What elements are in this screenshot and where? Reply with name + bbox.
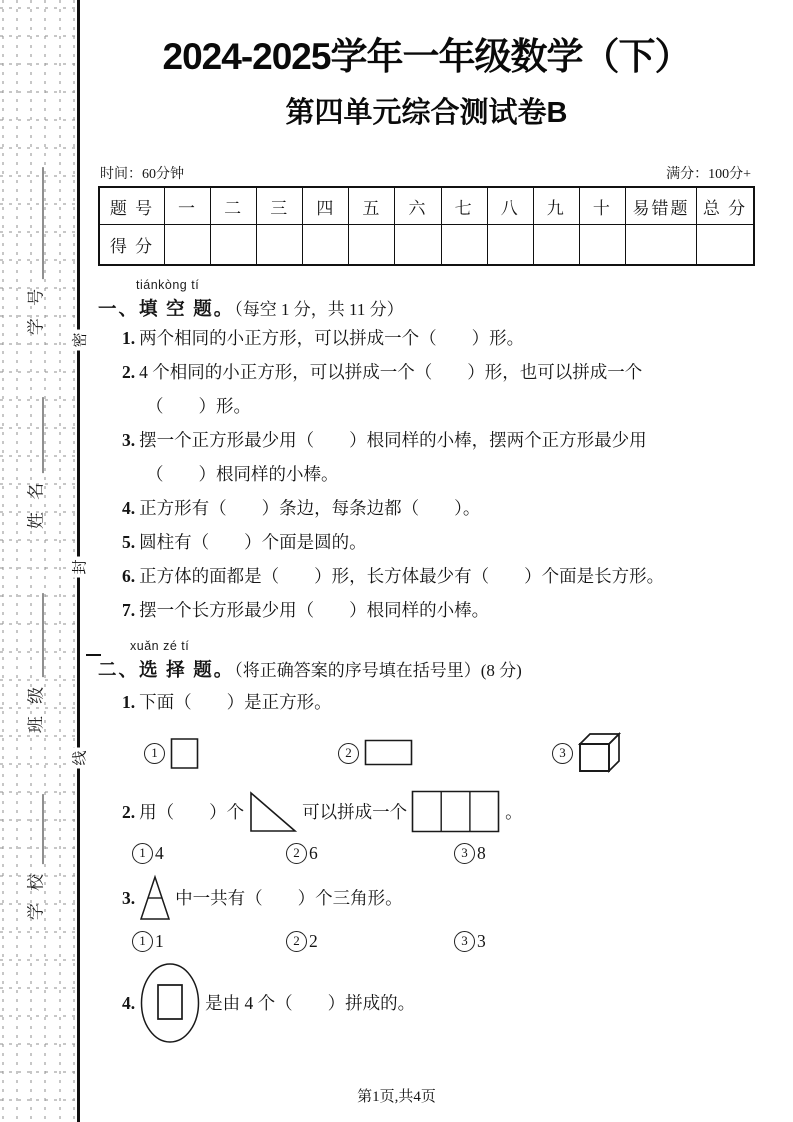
option-value: 2	[309, 930, 318, 951]
fill-blank-item-4	[98, 491, 755, 525]
score-table-score-row	[99, 225, 754, 266]
question-text: 摆一个正方形最少用（ ）根同样的小棒，摆两个正方形最少用	[139, 430, 647, 450]
circle-with-square-shape	[139, 962, 201, 1044]
choice-q1-option-2	[338, 739, 552, 767]
section-fill-blank-heading	[98, 278, 755, 321]
student-field-label: 学 号	[26, 284, 46, 336]
question-number: 2.	[122, 362, 136, 382]
question-line	[122, 355, 755, 389]
score-table-header-row	[99, 187, 754, 225]
question-text: （ ）根同样的小棒。	[146, 464, 339, 484]
question-number: 7.	[122, 600, 136, 620]
question-line	[122, 491, 755, 525]
question-text: 下面（ ）是正方形。	[139, 692, 332, 712]
score-table-col-9: 九	[533, 187, 579, 225]
pinyin-xuanzeti: xuǎn zé tí	[130, 639, 190, 653]
option-value: 8	[477, 842, 486, 863]
fill-blank-item-6	[98, 559, 755, 593]
question-line	[122, 593, 755, 627]
page-subtitle: 第四单元综合测试卷B	[285, 97, 568, 129]
question-number: 2.	[122, 802, 136, 822]
fill-blank-items	[98, 321, 755, 627]
score-table-col-5: 五	[349, 187, 395, 225]
score-table-score-label: 得 分	[99, 225, 165, 266]
question-number: 3.	[122, 430, 136, 450]
score-table-score-cell-4	[303, 225, 349, 266]
question-number: 5.	[122, 532, 136, 552]
circled-number-2: 2	[286, 931, 307, 952]
student-field-label: 班 级	[26, 682, 46, 734]
question-number: 6.	[122, 566, 136, 586]
score-table-score-cell-2	[211, 225, 257, 266]
fill-blank-item-5	[98, 525, 755, 559]
choice-q3-option-1	[132, 931, 286, 952]
question-text: 是由 4 个（ ）拼成的。	[205, 993, 416, 1013]
question-text: 正方形有（ ）条边，每条边都（ ）。	[139, 498, 481, 518]
score-table-score-cell-3	[257, 225, 303, 266]
score-table-col-8: 八	[487, 187, 533, 225]
student-field-blank-line	[43, 794, 44, 864]
option-value: 1	[155, 930, 164, 951]
student-field-3	[22, 593, 47, 733]
score-table-col-6: 六	[395, 187, 441, 225]
student-field-1	[22, 167, 47, 335]
score-table-col-10: 十	[579, 187, 625, 225]
choice-q3-option-3	[454, 931, 486, 952]
choice-q2-option-3	[454, 843, 486, 864]
circled-number-1: 1	[132, 843, 153, 864]
fill-blank-item-1	[98, 321, 755, 355]
seal-char-3: 线	[69, 747, 90, 768]
section-1-note: （每空 1 分，共 11 分）	[234, 300, 404, 319]
score-table-col-11: 易错题	[626, 187, 697, 225]
circled-number-1: 1	[144, 743, 165, 764]
right-triangle-shape	[248, 790, 298, 834]
question-text-end: 。	[505, 802, 523, 822]
exam-meta	[98, 163, 755, 186]
fill-blank-item-2	[98, 355, 755, 423]
section-1-title: 一、填 空 题。	[98, 300, 235, 320]
choice-q3-options	[98, 928, 755, 954]
choice-q2-option-1	[132, 843, 286, 864]
question-line	[122, 321, 755, 355]
score-table-col-3: 三	[257, 187, 303, 225]
student-field-blank-line	[43, 397, 44, 473]
circled-number-3: 3	[454, 843, 475, 864]
circled-number-2: 2	[338, 743, 359, 764]
question-number: 3.	[122, 888, 136, 908]
section-2-note: （将正确答案的序号填在括号里）(8 分)	[234, 661, 522, 680]
question-text: 圆柱有（ ）个面是圆的。	[139, 532, 367, 552]
section-choice-heading	[98, 639, 755, 682]
fill-blank-item-7	[98, 593, 755, 627]
score-table-score-cell-10	[579, 225, 625, 266]
score-table-col-12: 总 分	[697, 187, 755, 225]
rectangle-shape	[364, 739, 414, 767]
circled-number-3: 3	[552, 743, 573, 764]
student-field-label: 学 校	[26, 869, 46, 921]
fill-blank-item-3	[98, 423, 755, 491]
question-line	[122, 423, 755, 457]
question-text: 摆一个长方形最少用（ ）根同样的小棒。	[139, 600, 490, 620]
question-text-before: 用（ ）个	[139, 802, 245, 822]
question-number: 4.	[122, 498, 136, 518]
choice-q1-option-1	[144, 737, 338, 770]
question-line	[122, 457, 755, 491]
score-table-qnum-label: 题 号	[99, 187, 165, 225]
seal-margin	[0, 0, 77, 1122]
square-shape	[170, 737, 200, 770]
circled-number-1: 1	[132, 931, 153, 952]
page-number: 第1页,共4页	[357, 1089, 436, 1105]
seal-char-1: 密	[69, 329, 90, 350]
exam-paper	[80, 0, 755, 1044]
student-field-label: 姓 名	[26, 478, 46, 530]
choice-q3-option-2	[286, 931, 454, 952]
choice-q2-options	[98, 840, 755, 866]
circled-number-2: 2	[286, 843, 307, 864]
question-number: 1.	[122, 692, 136, 712]
score-table	[98, 186, 755, 266]
option-value: 4	[155, 842, 164, 863]
section-2-title: 二、选 择 题。	[98, 661, 235, 681]
pinyin-tiankongti: tiánkòng tí	[136, 278, 200, 292]
student-field-blank-line	[43, 593, 44, 677]
score-table-score-cell-8	[487, 225, 533, 266]
student-field-2	[22, 397, 47, 529]
score-table-score-cell-7	[441, 225, 487, 266]
score-table-col-1: 一	[165, 187, 211, 225]
question-line	[122, 389, 755, 423]
time-label: 时间：60分钟	[100, 167, 184, 182]
choice-q1	[98, 686, 755, 718]
score-table-score-cell-12	[697, 225, 755, 266]
question-line	[122, 525, 755, 559]
option-value: 6	[309, 842, 318, 863]
divided-triangle-shape	[139, 874, 171, 922]
score-table-score-cell-11	[626, 225, 697, 266]
question-text: 两个相同的小正方形，可以拼成一个（ ）形。	[139, 328, 525, 348]
score-table-col-4: 四	[303, 187, 349, 225]
question-number: 1.	[122, 328, 136, 348]
choice-q4	[98, 962, 755, 1044]
question-number: 4.	[122, 993, 136, 1013]
full-score-label: 满分：100分+	[666, 167, 751, 182]
circled-number-3: 3	[454, 931, 475, 952]
seal-char-2: 封	[69, 556, 90, 577]
question-text-after: 可以拼成一个	[302, 802, 408, 822]
page-title: 2024-2025学年一年级数学（下）	[162, 36, 691, 77]
cube-shape	[578, 732, 622, 774]
choice-q3	[98, 874, 755, 922]
choice-q1-options	[98, 726, 755, 780]
score-table-col-7: 七	[441, 187, 487, 225]
three-squares-shape	[411, 790, 501, 834]
score-table-score-cell-5	[349, 225, 395, 266]
score-table-score-cell-9	[533, 225, 579, 266]
choice-q2	[98, 790, 755, 834]
student-field-4	[22, 794, 47, 920]
question-line	[122, 559, 755, 593]
question-text: 正方体的面都是（ ）形，长方体最少有（ ）个面是长方形。	[139, 566, 665, 586]
score-table-col-2: 二	[211, 187, 257, 225]
choice-q2-option-2	[286, 843, 454, 864]
student-field-blank-line	[43, 167, 44, 279]
score-table-score-cell-1	[165, 225, 211, 266]
score-table-score-cell-6	[395, 225, 441, 266]
option-value: 3	[477, 930, 486, 951]
question-text: （ ）形。	[146, 396, 251, 416]
question-text: 4 个相同的小正方形，可以拼成一个（ ）形，也可以拼成一个	[139, 362, 643, 382]
choice-q1-option-3	[552, 732, 622, 774]
question-text: 中一共有（ ）个三角形。	[175, 888, 403, 908]
